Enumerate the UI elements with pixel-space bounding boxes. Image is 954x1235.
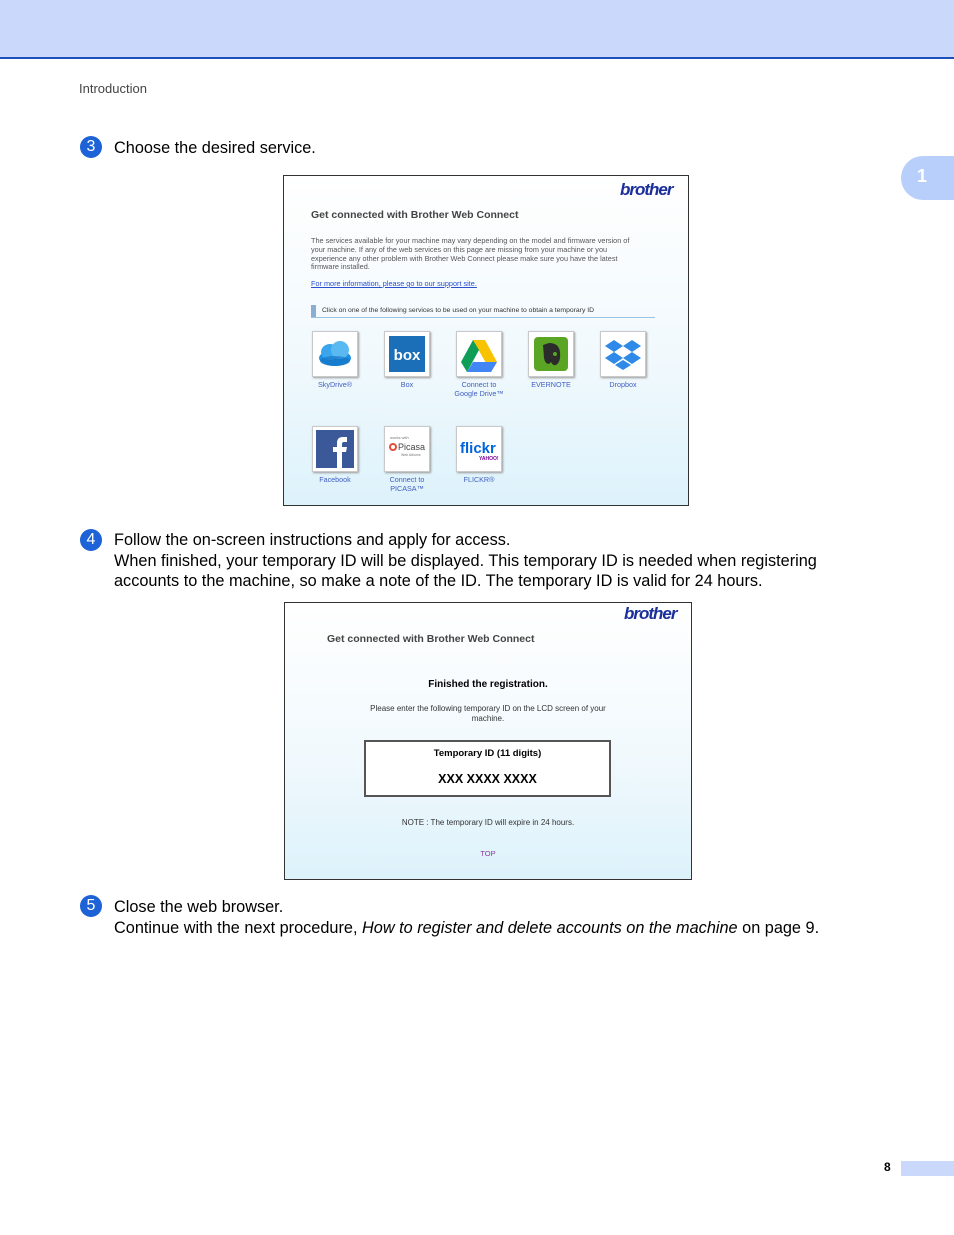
procedure-reference[interactable]: How to register and delete accounts on the machine bbox=[362, 918, 738, 937]
service-skydrive[interactable] bbox=[305, 331, 365, 390]
header-band bbox=[0, 0, 954, 59]
service-dropbox[interactable] bbox=[593, 331, 653, 390]
box-logo-text: box bbox=[393, 347, 421, 364]
intro-line: firmware installed. bbox=[311, 262, 370, 272]
screen-title: Get connected with Brother Web Connect bbox=[311, 209, 519, 221]
intro-text bbox=[311, 237, 629, 272]
picasa-small-text: works with bbox=[390, 435, 409, 440]
picasa-icon bbox=[384, 426, 430, 472]
step-line: When finished, your temporary ID will be displayed. This temporary ID is needed when registering bbox=[114, 551, 817, 570]
footer-band bbox=[901, 1161, 954, 1176]
intro-line: your machine. If any of the web services on this page are missing from your machine or you bbox=[311, 244, 608, 254]
step-line: accounts to the machine, so make a note of the ID. The temporary ID is valid for 24 hours. bbox=[114, 572, 763, 590]
service-facebook[interactable] bbox=[305, 426, 365, 485]
service-label: Dropbox bbox=[609, 380, 637, 389]
step-line bbox=[114, 918, 819, 939]
service-selection-screenshot bbox=[283, 175, 689, 506]
intro-line: experience any other problem with Brother Web Connect please make sure you have the latest bbox=[311, 253, 618, 263]
service-evernote[interactable] bbox=[521, 331, 581, 390]
service-label: Box bbox=[400, 380, 414, 389]
step-line: Close the web browser. bbox=[114, 898, 284, 916]
chapter-number: 1 bbox=[917, 166, 928, 186]
section-label: Introduction bbox=[79, 81, 147, 96]
step-number: 3 bbox=[80, 136, 102, 158]
enter-id-text bbox=[285, 704, 691, 724]
service-label: PICASA™ bbox=[390, 483, 424, 493]
chapter-tab[interactable] bbox=[901, 156, 954, 200]
id-label: Temporary ID (11 digits) bbox=[433, 748, 542, 759]
intro-line: The services available for your machine may vary depending on the model and firmware version of bbox=[311, 236, 630, 245]
id-value: XXX XXXX XXXX bbox=[438, 772, 537, 786]
service-flickr[interactable] bbox=[449, 426, 509, 485]
step-number: 5 bbox=[80, 895, 102, 917]
instruction-bar bbox=[311, 305, 655, 318]
skydrive-icon bbox=[312, 331, 358, 377]
step-number: 4 bbox=[80, 529, 102, 551]
service-picasa[interactable] bbox=[377, 426, 437, 494]
facebook-icon bbox=[312, 426, 358, 472]
service-label: EVERNOTE bbox=[531, 380, 571, 389]
service-google-drive[interactable] bbox=[449, 331, 509, 399]
yahoo-text: YAHOO! bbox=[479, 456, 499, 462]
service-label: Google Drive™ bbox=[454, 388, 504, 398]
picasa-logo-text: Picasa bbox=[398, 442, 426, 452]
flickr-icon bbox=[456, 426, 502, 472]
service-label: Connect to bbox=[389, 475, 425, 484]
instruction-text: Click on one of the following services to be used on your machine to obtain a temporary ID bbox=[322, 307, 595, 314]
box-icon bbox=[384, 331, 430, 377]
service-label: Connect to bbox=[461, 380, 497, 389]
evernote-icon bbox=[528, 331, 574, 377]
top-link-text[interactable]: TOP bbox=[480, 849, 496, 858]
step-line-part: Continue with the next procedure, bbox=[114, 918, 362, 937]
step-text bbox=[114, 530, 817, 592]
service-box[interactable] bbox=[377, 331, 437, 390]
picasa-sub-text: Web Albums bbox=[401, 453, 421, 457]
service-label: FLICKR® bbox=[463, 475, 495, 484]
enter-line: Please enter the following temporary ID on the LCD screen of your bbox=[370, 704, 606, 713]
step-text: Choose the desired service. bbox=[114, 139, 316, 157]
registration-finished-screenshot bbox=[284, 602, 692, 880]
dropbox-icon bbox=[600, 331, 646, 377]
screen-title: Get connected with Brother Web Connect bbox=[327, 633, 535, 645]
enter-line: machine. bbox=[471, 714, 505, 723]
service-label: Facebook bbox=[319, 475, 351, 484]
expiry-note: NOTE : The temporary ID will expire in 24 hours. bbox=[401, 818, 575, 827]
flickr-logo-text: flickr bbox=[460, 440, 496, 457]
finished-text: Finished the registration. bbox=[428, 679, 548, 690]
service-label: SkyDrive® bbox=[317, 380, 353, 389]
brother-logo: brother bbox=[624, 604, 677, 623]
step-text bbox=[114, 897, 819, 938]
brother-logo: brother bbox=[620, 180, 673, 199]
temporary-id-box bbox=[364, 740, 611, 797]
google-drive-icon bbox=[456, 331, 502, 377]
step-line-part: on page 9. bbox=[737, 918, 820, 937]
top-link[interactable] bbox=[285, 849, 691, 858]
page-number: 8 bbox=[884, 1160, 891, 1174]
support-site-link[interactable]: For more information, please go to our support site. bbox=[311, 279, 477, 288]
step-line: Follow the on-screen instructions and apply for access. bbox=[114, 531, 511, 549]
bar-marker bbox=[311, 305, 316, 317]
